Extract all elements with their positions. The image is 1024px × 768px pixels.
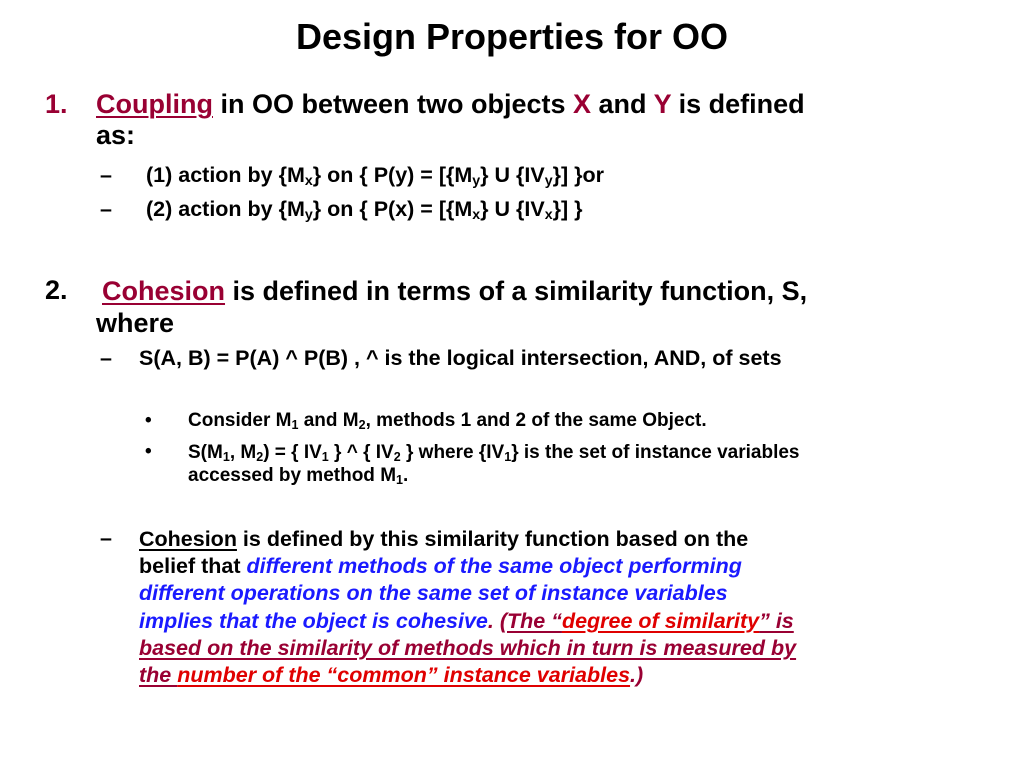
coupling-action-2: (2) action by $\{M_y\}$ on { $P(x) = [\{M_x\}$ U $\{IV_x\}$] } [146,197,583,224]
object-x: X [573,89,592,119]
coupling-text-3: is defined [671,89,805,119]
similarity-formula: S(A, B) = P(A) ^ P(B) , ^ is the logical intersection, AND, of sets [139,346,782,370]
dash-marker: – [100,526,112,550]
coupling-definition [96,89,805,151]
cohesion-definition [96,275,807,339]
dash-marker: – [100,197,112,221]
dash-marker: – [100,163,112,187]
coupling-term: Coupling [96,89,213,119]
similarity-of-methods-text: $S(M_1$, $M_2$) = { $IV_1$ } ^ { $IV_2$ } where $\{IV_1\}$ is the set of instance variables accessed by method $M_1$. [188,442,800,487]
cohesion-text-2: where [96,308,175,338]
cohesion-term-2: Cohesion [139,527,237,551]
coupling-action-1: (1) action by $\{M_x\}$ on { $P(y) = [\{M_y\}$ U $\{IV_y\}$] }or [146,163,604,190]
cohesion-term: Cohesion [102,276,226,306]
bullet-marker: • [145,410,152,431]
object-y: Y [653,89,672,119]
dash-marker: – [100,346,112,370]
list-marker-2: 2. [45,275,68,305]
cohesion-text-1: is defined in terms of a similarity function, S, [225,276,808,306]
slide-title: Design Properties for OO [295,16,729,57]
list-marker-1: 1. [45,89,68,119]
coupling-text-1: in OO between two objects [212,89,574,119]
consider-methods-text: Consider $M_1$ and $M_2$, methods 1 and 2 of the same Object. [188,410,707,432]
coupling-text-2: and [591,89,654,119]
cohesion-explanation: Cohesion is defined by this similarity function based on the belief that different methods of the same object performing different operations on the same set of instance variables implies that the object is cohesive. (The “degree of similarity” is based on the similarity of methods which in turn is measured by the number of the “common” instance variables.) [139,527,797,688]
coupling-text-4: as: [96,120,136,150]
bullet-marker: • [145,441,152,462]
